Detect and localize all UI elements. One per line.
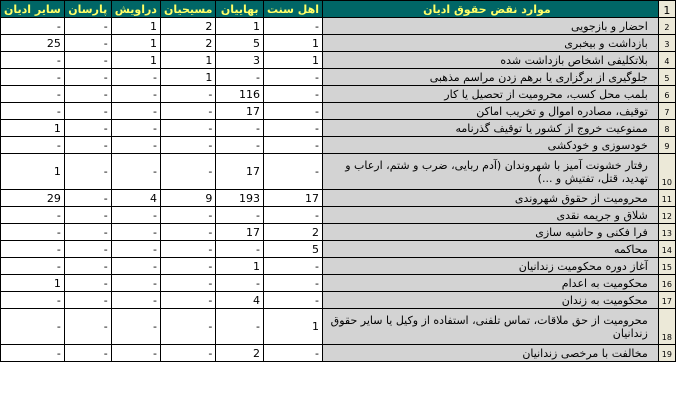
cell-sunnis[interactable]: 5 (263, 241, 322, 258)
row-number[interactable]: 2 (658, 18, 675, 35)
cell-sunnis[interactable]: - (263, 154, 322, 190)
cell-other-religions[interactable]: - (1, 69, 65, 86)
cell-sunnis[interactable]: - (263, 275, 322, 292)
table-row (1, 137, 676, 154)
row-number[interactable]: 7 (658, 103, 675, 120)
cell-dervishes[interactable]: 4 (111, 190, 160, 207)
cell-sunnis[interactable]: - (263, 103, 322, 120)
cell-christians[interactable]: 9 (160, 190, 215, 207)
table-row (1, 86, 676, 103)
row-number[interactable]: 5 (658, 69, 675, 86)
table-row (1, 190, 676, 207)
cell-dervishes[interactable]: 1 (111, 52, 160, 69)
cell-sunnis[interactable]: - (263, 345, 322, 362)
cell-bahais[interactable]: - (216, 207, 264, 224)
header-zoroastrians[interactable]: پارسان (64, 1, 111, 18)
cell-sunnis[interactable]: 1 (263, 52, 322, 69)
row-number[interactable]: 16 (658, 275, 675, 292)
cell-violation[interactable]: محکومیت به زندان (322, 292, 658, 309)
cell-zoroastrians[interactable]: - (64, 292, 111, 309)
cell-other-religions[interactable]: - (1, 345, 65, 362)
header-christians[interactable]: مسیحیان (160, 1, 215, 18)
row-number[interactable]: 14 (658, 241, 675, 258)
cell-dervishes[interactable]: 1 (111, 35, 160, 52)
cell-other-religions[interactable]: - (1, 52, 65, 69)
cell-violation[interactable]: احضار و بازجویی (322, 18, 658, 35)
table-row (1, 275, 676, 292)
row-number[interactable]: 4 (658, 52, 675, 69)
table-row (1, 207, 676, 224)
cell-christians[interactable]: - (160, 292, 215, 309)
cell-sunnis[interactable]: - (263, 69, 322, 86)
cell-violation[interactable]: توقیف، مصادره اموال و تخریب اماکن (322, 103, 658, 120)
cell-zoroastrians[interactable]: - (64, 52, 111, 69)
cell-bahais[interactable]: - (216, 275, 264, 292)
header-violations[interactable]: موارد نقض حقوق ادیان (322, 1, 658, 18)
row-number[interactable]: 13 (658, 224, 675, 241)
row-number[interactable]: 18 (658, 309, 675, 345)
cell-other-religions[interactable]: - (1, 258, 65, 275)
cell-other-religions[interactable]: 1 (1, 120, 65, 137)
cell-sunnis[interactable]: - (263, 137, 322, 154)
cell-sunnis[interactable]: 1 (263, 309, 322, 345)
cell-other-religions[interactable]: - (1, 207, 65, 224)
cell-bahais[interactable]: 17 (216, 154, 264, 190)
cell-other-religions[interactable]: 1 (1, 275, 65, 292)
cell-sunnis[interactable]: 17 (263, 190, 322, 207)
cell-christians[interactable]: - (160, 258, 215, 275)
cell-zoroastrians[interactable]: - (64, 241, 111, 258)
header-bahais[interactable]: بهاییان (216, 1, 264, 18)
cell-other-religions[interactable]: 29 (1, 190, 65, 207)
cell-sunnis[interactable]: - (263, 86, 322, 103)
cell-zoroastrians[interactable]: - (64, 207, 111, 224)
cell-bahais[interactable]: - (216, 241, 264, 258)
cell-violation[interactable]: محاکمه (322, 241, 658, 258)
row-number[interactable]: 10 (658, 154, 675, 190)
header-other-religions[interactable]: سایر ادیان (1, 1, 65, 18)
row-number[interactable]: 12 (658, 207, 675, 224)
table-row (1, 241, 676, 258)
cell-dervishes[interactable]: - (111, 345, 160, 362)
cell-zoroastrians[interactable]: - (64, 190, 111, 207)
cell-bahais[interactable]: 4 (216, 292, 264, 309)
cell-zoroastrians[interactable]: - (64, 86, 111, 103)
cell-zoroastrians[interactable]: - (64, 120, 111, 137)
cell-christians[interactable]: - (160, 137, 215, 154)
cell-other-religions[interactable]: - (1, 292, 65, 309)
cell-bahais[interactable]: - (216, 309, 264, 345)
row-number[interactable]: 17 (658, 292, 675, 309)
table-row (1, 345, 676, 362)
cell-violation[interactable]: مخالفت با مرخصی زندانیان (322, 345, 658, 362)
cell-zoroastrians[interactable]: - (64, 35, 111, 52)
cell-bahais[interactable]: - (216, 69, 264, 86)
cell-christians[interactable]: 2 (160, 35, 215, 52)
cell-dervishes[interactable]: - (111, 154, 160, 190)
cell-other-religions[interactable]: - (1, 224, 65, 241)
cell-zoroastrians[interactable]: - (64, 18, 111, 35)
cell-christians[interactable]: - (160, 345, 215, 362)
cell-bahais[interactable]: 17 (216, 103, 264, 120)
cell-other-religions[interactable]: - (1, 103, 65, 120)
cell-violation[interactable]: آغاز دوره محکومیت زندانیان (322, 258, 658, 275)
cell-christians[interactable]: - (160, 86, 215, 103)
cell-zoroastrians[interactable]: - (64, 309, 111, 345)
cell-christians[interactable]: - (160, 309, 215, 345)
cell-dervishes[interactable]: - (111, 241, 160, 258)
cell-zoroastrians[interactable]: - (64, 345, 111, 362)
cell-zoroastrians[interactable]: - (64, 103, 111, 120)
cell-dervishes[interactable]: - (111, 86, 160, 103)
cell-christians[interactable]: - (160, 275, 215, 292)
cell-zoroastrians[interactable]: - (64, 258, 111, 275)
table-row (1, 224, 676, 241)
cell-christians[interactable]: - (160, 241, 215, 258)
cell-other-religions[interactable]: - (1, 137, 65, 154)
cell-christians[interactable]: - (160, 207, 215, 224)
table-row (1, 154, 676, 190)
cell-zoroastrians[interactable]: - (64, 224, 111, 241)
cell-dervishes[interactable]: - (111, 309, 160, 345)
header-row (1, 1, 676, 18)
cell-dervishes[interactable]: - (111, 207, 160, 224)
cell-bahais[interactable]: 5 (216, 35, 264, 52)
cell-dervishes[interactable]: - (111, 69, 160, 86)
cell-violation[interactable]: فرا فکنی و حاشیه سازی (322, 224, 658, 241)
cell-bahais[interactable]: - (216, 120, 264, 137)
cell-zoroastrians[interactable]: - (64, 154, 111, 190)
cell-zoroastrians[interactable]: - (64, 69, 111, 86)
cell-dervishes[interactable]: - (111, 224, 160, 241)
cell-other-religions[interactable]: - (1, 309, 65, 345)
cell-violation[interactable]: جلوگیری از برگزاری یا برهم زدن مراسم مذهبی (322, 69, 658, 86)
cell-sunnis[interactable]: - (263, 120, 322, 137)
cell-bahais[interactable]: 3 (216, 52, 264, 69)
row-number[interactable]: 8 (658, 120, 675, 137)
cell-zoroastrians[interactable]: - (64, 137, 111, 154)
table-row (1, 309, 676, 345)
table-row (1, 292, 676, 309)
cell-bahais[interactable]: 193 (216, 190, 264, 207)
cell-christians[interactable]: - (160, 154, 215, 190)
cell-violation[interactable]: ممنوعیت خروج از کشور یا توقیف گذرنامه (322, 120, 658, 137)
cell-christians[interactable]: - (160, 103, 215, 120)
cell-dervishes[interactable]: - (111, 120, 160, 137)
cell-bahais[interactable]: 1 (216, 18, 264, 35)
cell-bahais[interactable]: 116 (216, 86, 264, 103)
cell-violation[interactable]: رفتار خشونت آمیز با شهروندان (آدم ربایی، ضرب و شتم، ارعاب و تهدید، قتل، تفتیش و ...) (322, 154, 658, 190)
table-row (1, 35, 676, 52)
cell-bahais[interactable]: 1 (216, 258, 264, 275)
table-row (1, 52, 676, 69)
cell-dervishes[interactable]: 1 (111, 18, 160, 35)
cell-violation[interactable]: محکومیت به اعدام (322, 275, 658, 292)
table-row (1, 103, 676, 120)
table-row (1, 258, 676, 275)
cell-other-religions[interactable]: 1 (1, 154, 65, 190)
row-number[interactable]: 11 (658, 190, 675, 207)
row-number[interactable]: 9 (658, 137, 675, 154)
cell-sunnis[interactable]: - (263, 207, 322, 224)
header-sunnis[interactable]: اهل سنت (263, 1, 322, 18)
cell-bahais[interactable]: 2 (216, 345, 264, 362)
cell-violation[interactable]: محرومیت از حق ملاقات، تماس تلفنی، استفاده از وکیل یا سایر حقوق زندانیان (322, 309, 658, 345)
row-number[interactable]: 1 (658, 1, 675, 18)
table-row (1, 69, 676, 86)
cell-dervishes[interactable]: - (111, 258, 160, 275)
cell-violation[interactable]: شلاق و جریمه نقدی (322, 207, 658, 224)
cell-dervishes[interactable]: - (111, 137, 160, 154)
cell-christians[interactable]: 1 (160, 52, 215, 69)
cell-violation[interactable]: بازداشت و بیخبری (322, 35, 658, 52)
row-number[interactable]: 15 (658, 258, 675, 275)
row-number[interactable]: 6 (658, 86, 675, 103)
cell-dervishes[interactable]: - (111, 292, 160, 309)
cell-other-religions[interactable]: - (1, 86, 65, 103)
cell-bahais[interactable]: 17 (216, 224, 264, 241)
header-dervishes[interactable]: دراویش (111, 1, 160, 18)
cell-zoroastrians[interactable]: - (64, 275, 111, 292)
row-number[interactable]: 3 (658, 35, 675, 52)
cell-sunnis[interactable]: 2 (263, 224, 322, 241)
row-number[interactable]: 19 (658, 345, 675, 362)
cell-sunnis[interactable]: - (263, 18, 322, 35)
cell-dervishes[interactable]: - (111, 103, 160, 120)
cell-sunnis[interactable]: 1 (263, 35, 322, 52)
cell-violation[interactable]: بلمب محل کسب، محرومیت از تحصیل یا کار (322, 86, 658, 103)
cell-other-religions[interactable]: - (1, 18, 65, 35)
cell-violation[interactable]: بلاتکلیفی اشخاص بازداشت شده (322, 52, 658, 69)
cell-dervishes[interactable]: - (111, 275, 160, 292)
cell-christians[interactable]: - (160, 120, 215, 137)
table-row (1, 120, 676, 137)
table-row (1, 18, 676, 35)
cell-bahais[interactable]: - (216, 137, 264, 154)
cell-violation[interactable]: خودسوزی و خودکشی (322, 137, 658, 154)
cell-christians[interactable]: 2 (160, 18, 215, 35)
cell-sunnis[interactable]: - (263, 292, 322, 309)
cell-christians[interactable]: 1 (160, 69, 215, 86)
cell-other-religions[interactable]: 25 (1, 35, 65, 52)
cell-other-religions[interactable]: - (1, 241, 65, 258)
cell-sunnis[interactable]: - (263, 258, 322, 275)
cell-christians[interactable]: - (160, 224, 215, 241)
cell-violation[interactable]: محرومیت از حقوق شهروندی (322, 190, 658, 207)
